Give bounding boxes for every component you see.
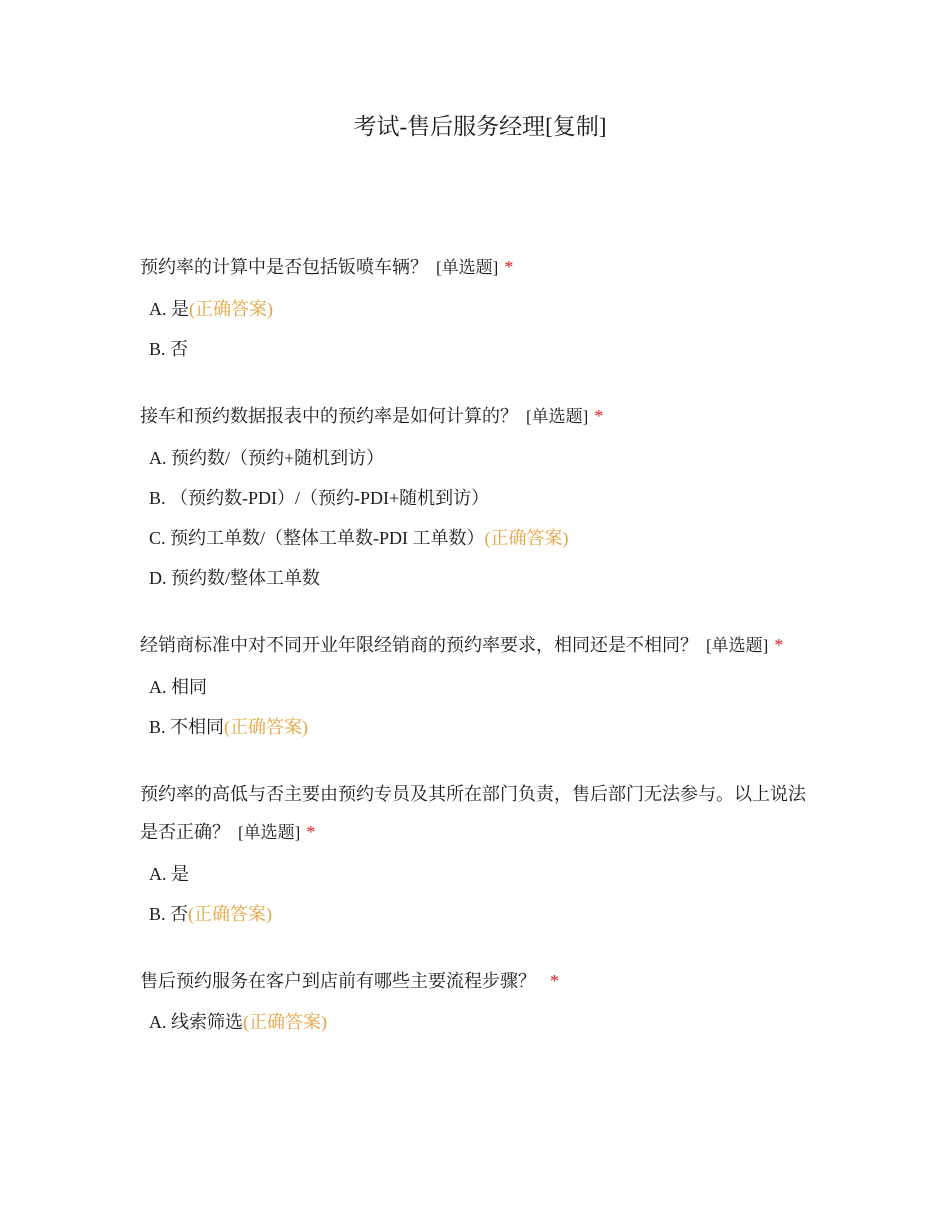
correct-answer-mark: (正确答案)	[224, 717, 309, 737]
question-type: [单选题]	[238, 823, 301, 842]
required-mark: *	[504, 257, 514, 277]
option-letter: A.	[149, 299, 167, 319]
option-letter: A.	[149, 864, 167, 884]
option-d[interactable]	[140, 558, 820, 598]
required-mark: *	[550, 971, 559, 991]
question-text	[140, 397, 820, 436]
option-letter: D.	[149, 568, 167, 588]
option-text: 预约数/整体工单数	[171, 568, 321, 588]
option-b[interactable]	[140, 329, 820, 369]
option-text: 否	[170, 339, 189, 359]
question-label: 售后预约服务在客户到店前有哪些主要流程步骤？	[140, 971, 536, 991]
question-type: [单选题]	[436, 258, 499, 277]
option-a[interactable]	[140, 667, 820, 707]
question-1	[140, 248, 820, 369]
question-3	[140, 626, 820, 747]
question-label: 接车和预约数据报表中的预约率是如何计算的？	[140, 406, 518, 426]
option-list	[140, 438, 820, 598]
option-a[interactable]	[140, 854, 820, 894]
option-letter: B.	[149, 904, 166, 924]
question-list	[140, 248, 820, 1070]
option-list	[140, 667, 820, 747]
required-mark: *	[774, 635, 784, 655]
option-c[interactable]	[140, 518, 820, 558]
question-4	[140, 775, 820, 934]
option-text: 不相同	[170, 717, 225, 737]
option-text: 预约数/（预约+随机到访）	[171, 448, 385, 468]
option-letter: A.	[149, 448, 167, 468]
option-text: （预约数-PDI）/（预约-PDI+随机到访）	[170, 488, 490, 508]
option-text: 否	[170, 904, 189, 924]
question-label: 经销商标准中对不同开业年限经销商的预约率要求，相同还是不相同？	[140, 635, 698, 655]
option-letter: A.	[149, 677, 167, 697]
option-a[interactable]	[140, 289, 820, 329]
question-text	[140, 248, 820, 287]
correct-answer-mark: (正确答案)	[188, 904, 273, 924]
option-letter: B.	[149, 339, 166, 359]
option-b[interactable]	[140, 707, 820, 747]
option-a[interactable]	[140, 1002, 820, 1042]
option-letter: B.	[149, 717, 166, 737]
option-list	[140, 1002, 820, 1042]
option-b[interactable]	[140, 478, 820, 518]
option-letter: B.	[149, 488, 166, 508]
question-type: [单选题]	[526, 407, 589, 426]
required-mark: *	[594, 406, 604, 426]
required-mark: *	[306, 822, 316, 842]
option-list	[140, 854, 820, 934]
question-label: 预约率的高低与否主要由预约专员及其所在部门负责，售后部门无法参与。以上说法是否正确？	[140, 784, 806, 842]
page-title: 考试-售后服务经理[复制]	[353, 114, 607, 139]
correct-answer-mark: (正确答案)	[484, 528, 569, 548]
option-letter: C.	[149, 528, 166, 548]
correct-answer-mark: (正确答案)	[189, 299, 273, 319]
option-text: 相同	[171, 677, 207, 697]
question-label: 预约率的计算中是否包括钣喷车辆？	[140, 257, 428, 277]
question-5	[140, 962, 820, 1042]
option-b[interactable]	[140, 894, 820, 934]
option-list	[140, 289, 820, 369]
option-a[interactable]	[140, 438, 820, 478]
question-text	[140, 626, 820, 665]
question-type: [单选题]	[706, 636, 769, 655]
question-text	[140, 962, 820, 1000]
correct-answer-mark: (正确答案)	[243, 1012, 327, 1032]
option-text: 预约工单数/（整体工单数-PDI 工单数）	[170, 528, 485, 548]
option-letter: A.	[149, 1012, 167, 1032]
option-text: 线索筛选	[171, 1012, 243, 1032]
question-2	[140, 397, 820, 598]
option-text: 是	[171, 864, 189, 884]
question-text	[140, 775, 820, 852]
option-text: 是	[171, 299, 189, 319]
